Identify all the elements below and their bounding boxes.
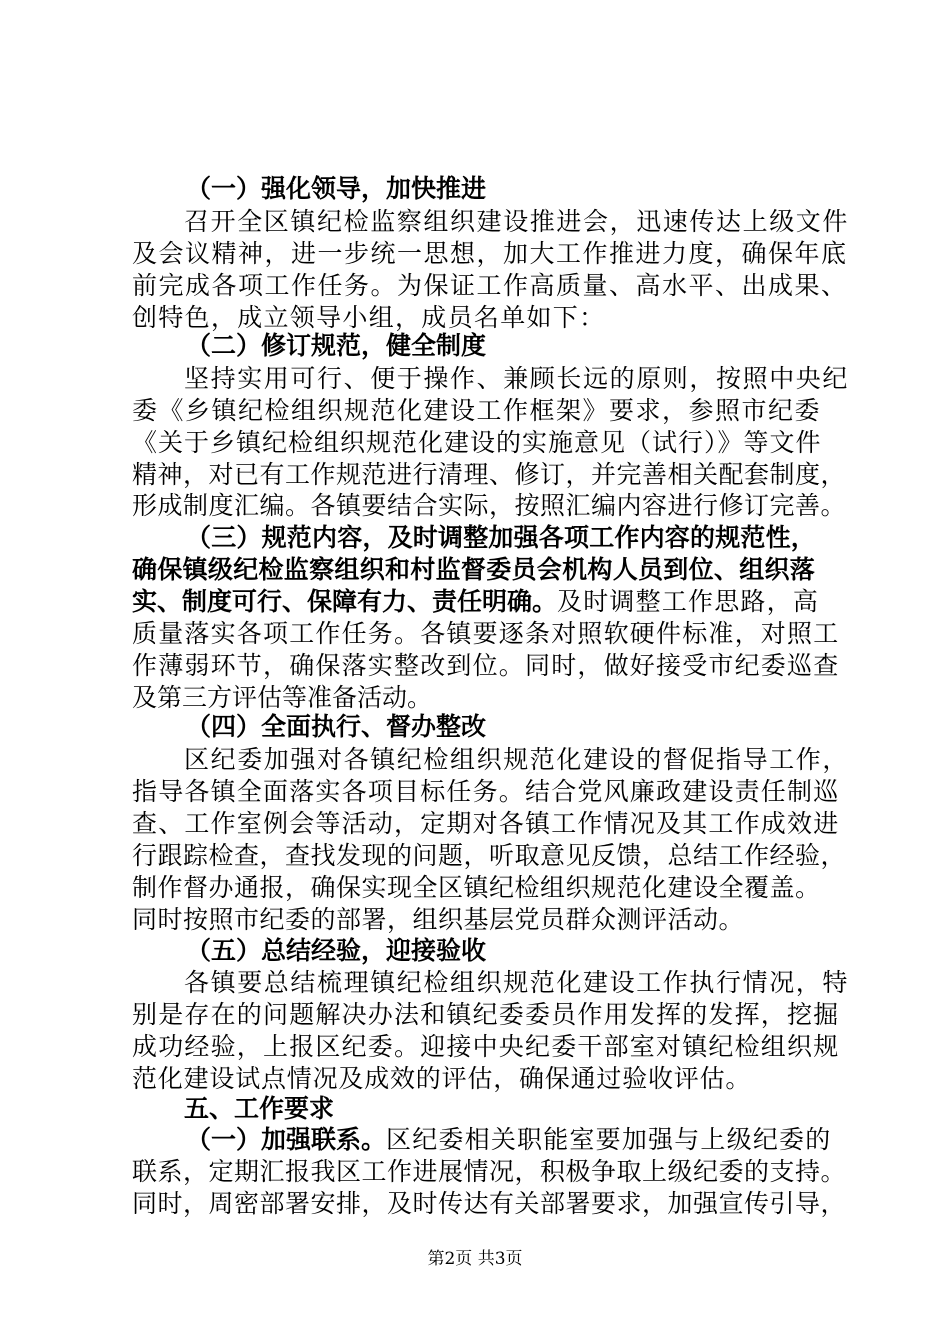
bold-lead-text: （一）加强联系。 [186, 1125, 387, 1154]
regular-tail-text: 及时调整工作思路，高 [557, 587, 820, 616]
paragraph-line: 形成制度汇编。各镇要结合实际，按照汇编内容进行修订完善。 [132, 491, 847, 520]
paragraph-line: 联系，定期汇报我区工作进展情况，积极争取上级纪委的支持。 [132, 1157, 847, 1186]
paragraph-line: 作薄弱环节，确保落实整改到位。同时，做好接受市纪委巡查 [132, 651, 840, 680]
paragraph-line: 召开全区镇纪检监察组织建设推进会，迅速传达上级文件 [184, 207, 850, 236]
bold-lead-text: 实、制度可行、保障有力、责任明确。 [132, 587, 558, 616]
page-footer: 第2页 共3页 [427, 1249, 523, 1269]
paragraph-line: 精神，对已有工作规范进行清理、修订，并完善相关配套制度， [132, 460, 847, 489]
paragraph-line: 委《乡镇纪检组织规范化建设工作框架》要求，参照市纪委 [132, 396, 822, 425]
heading-section-5: （五）总结经验，迎接验收 [186, 936, 487, 965]
regular-tail-text: 区纪委相关职能室要加强与上级纪委的 [386, 1125, 832, 1154]
heading-section-1: （一）强化领导，加快推进 [186, 174, 487, 203]
paragraph-line: 各镇要总结梳理镇纪检组织规范化建设工作执行情况，特 [184, 968, 850, 997]
paragraph-line: 质量落实各项工作任务。各镇要逐条对照软硬件标准，对照工 [132, 619, 840, 648]
paragraph-line: 及会议精神，进一步统一思想，加大工作推进力度，确保年底 [132, 239, 848, 268]
paragraph-line: 《关于乡镇纪检组织规范化建设的实施意见（试行）》等文件 [132, 428, 822, 457]
heading-work-requirements: 五、工作要求 [184, 1094, 335, 1123]
paragraph-line-mixed [186, 1124, 950, 1156]
paragraph-line: 成功经验，上报区纪委。迎接中央纪委干部室对镇纪检组织规 [132, 1032, 840, 1061]
heading-section-3: （三）规范内容，及时调整加强各项工作内容的规范性， [186, 523, 817, 552]
paragraph-line: 及第三方评估等准备活动。 [132, 683, 433, 712]
paragraph-line: 别是存在的问题解决办法和镇纪委委员作用发挥的发挥，挖掘 [132, 1000, 840, 1029]
paragraph-line: 区纪委加强对各镇纪检组织规范化建设的督促指导工作， [184, 745, 850, 774]
paragraph-line: 坚持实用可行、便于操作、兼顾长远的原则，按照中央纪 [184, 364, 850, 393]
paragraph-line: 行跟踪检查，查找发现的问题，听取意见反馈，总结工作经验， [132, 841, 847, 870]
paragraph-line: 前完成各项工作任务。为保证工作高质量、高水平、出成果、 [132, 271, 848, 300]
paragraph-line: 范化建设试点情况及成效的评估，确保通过验收评估。 [132, 1064, 752, 1093]
paragraph-line: 同时按照市纪委的部署，组织基层党员群众测评活动。 [132, 905, 745, 934]
heading-section-3-line: 确保镇级纪检监察组织和村监督委员会机构人员到位、组织落 [132, 555, 816, 584]
paragraph-line: 查、工作室例会等活动，定期对各镇工作情况及其工作成效进 [132, 809, 840, 838]
heading-section-2: （二）修订规范，健全制度 [186, 331, 487, 360]
paragraph-line: 同时，周密部署安排，及时传达有关部署要求，加强宣传引导， [132, 1189, 847, 1218]
paragraph-line: 制作督办通报，确保实现全区镇纪检组织规范化建设全覆盖。 [132, 873, 821, 902]
heading-section-4: （四）全面执行、督办整改 [186, 712, 487, 741]
paragraph-line-mixed [132, 586, 950, 618]
paragraph-line: 创特色，成立领导小组，成员名单如下： [132, 303, 606, 332]
paragraph-line: 指导各镇全面落实各项目标任务。结合党风廉政建设责任制巡 [132, 777, 840, 806]
